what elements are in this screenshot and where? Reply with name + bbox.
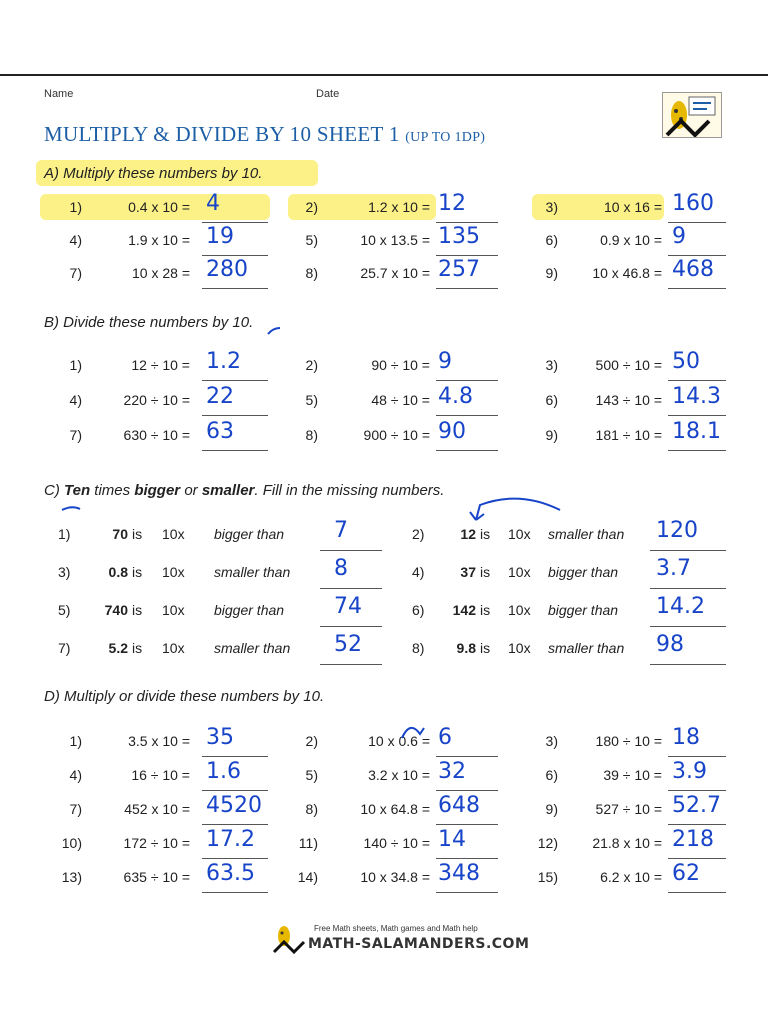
handwritten-answer: 4520 xyxy=(206,793,262,818)
item-expression: 527 ÷ 10 = xyxy=(595,801,662,817)
handwritten-answer: 4.8 xyxy=(438,384,473,409)
item-number: 7) xyxy=(69,801,82,817)
item-expression: 180 ÷ 10 = xyxy=(595,733,662,749)
handwritten-answer: 4 xyxy=(206,191,220,216)
c-heading-post: . Fill in the missing numbers. xyxy=(254,482,445,499)
handwritten-answer: 63 xyxy=(206,419,234,444)
item-number: 4) xyxy=(69,767,82,783)
item-expression: 3.5 x 10 = xyxy=(128,733,190,749)
item-times: 10x xyxy=(508,640,531,656)
item-expression: 10 x 46.8 = xyxy=(592,265,662,281)
item-number: 9) xyxy=(545,265,558,281)
item-number: 1) xyxy=(69,357,82,373)
item-phrase: bigger than xyxy=(214,602,285,618)
item-expression: 16 ÷ 10 = xyxy=(131,767,190,783)
item-is: is xyxy=(132,640,143,656)
item-phrase: bigger than xyxy=(548,564,619,580)
handwritten-answer: 160 xyxy=(672,191,714,216)
c-heading-times: times xyxy=(90,482,135,499)
handwritten-answer: 18.1 xyxy=(672,419,721,444)
handwritten-answer: 280 xyxy=(206,257,248,282)
date-label: Date xyxy=(316,88,340,100)
item-number: 8) xyxy=(305,265,318,281)
item-is: is xyxy=(480,640,491,656)
footer-tagline: Free Math sheets, Math games and Math help xyxy=(314,924,478,933)
footer-salamander-icon xyxy=(272,924,306,954)
item-number: 6) xyxy=(412,602,425,618)
item-number: 5) xyxy=(305,232,318,248)
item-number: 2) xyxy=(305,733,318,749)
handwritten-answer: 135 xyxy=(438,224,480,249)
item-number: 8) xyxy=(305,801,318,817)
item-number: 6) xyxy=(545,392,558,408)
handwritten-answer: 8 xyxy=(334,556,348,581)
item-times: 10x xyxy=(162,526,185,542)
item-number: 14) xyxy=(297,869,318,885)
handwritten-answer: 14.2 xyxy=(656,594,705,619)
handwritten-answer: 9 xyxy=(672,224,686,249)
c-heading-bigger: bigger xyxy=(134,482,181,499)
item-number: 3) xyxy=(545,199,558,215)
name-label: Name xyxy=(44,88,74,100)
item-value: 5.2 xyxy=(108,640,128,656)
item-expression: 21.8 x 10 = xyxy=(592,835,662,851)
item-expression: 10 x 0.6 = xyxy=(368,733,430,749)
item-expression: 143 ÷ 10 = xyxy=(595,392,662,408)
item-expression: 6.2 x 10 = xyxy=(600,869,662,885)
item-expression: 452 x 10 = xyxy=(124,801,190,817)
footer-brand: MATH-SALAMANDERS.COM xyxy=(308,936,530,952)
item-number: 7) xyxy=(69,427,82,443)
item-value: 740 xyxy=(104,602,128,618)
section-d-heading: D) Multiply or divide these numbers by 10. xyxy=(44,688,325,705)
item-number: 8) xyxy=(305,427,318,443)
item-number: 7) xyxy=(69,265,82,281)
handwritten-answer: 648 xyxy=(438,793,480,818)
item-phrase: smaller than xyxy=(214,564,291,580)
handwritten-answer: 6 xyxy=(438,725,452,750)
handwritten-answer: 218 xyxy=(672,827,714,852)
item-expression: 635 ÷ 10 = xyxy=(123,869,190,885)
item-expression: 10 x 13.5 = xyxy=(360,232,430,248)
item-number: 2) xyxy=(412,526,425,542)
handwritten-answer: 14.3 xyxy=(672,384,721,409)
c-heading-smaller: smaller xyxy=(201,482,255,499)
handwritten-answer: 98 xyxy=(656,632,684,657)
item-number: 7) xyxy=(58,640,71,656)
item-phrase: smaller than xyxy=(548,640,625,656)
item-is: is xyxy=(480,602,491,618)
title-main: MULTIPLY & DIVIDE BY 10 SHEET 1 xyxy=(44,122,400,146)
handwritten-answer: 7 xyxy=(334,518,348,543)
item-number: 13) xyxy=(61,869,82,885)
item-number: 11) xyxy=(298,835,318,851)
handwritten-answer: 52 xyxy=(334,632,362,657)
item-times: 10x xyxy=(508,564,531,580)
item-is: is xyxy=(132,564,143,580)
handwritten-answer: 14 xyxy=(438,827,466,852)
item-value: 37 xyxy=(460,564,476,580)
item-phrase: bigger than xyxy=(548,602,619,618)
item-value: 0.8 xyxy=(108,564,128,580)
item-expression: 220 ÷ 10 = xyxy=(123,392,190,408)
item-expression: 10 x 28 = xyxy=(132,265,190,281)
item-number: 12) xyxy=(537,835,558,851)
item-times: 10x xyxy=(162,640,185,656)
item-expression: 48 ÷ 10 = xyxy=(371,392,430,408)
item-number: 5) xyxy=(58,602,71,618)
handwritten-answer: 17.2 xyxy=(206,827,255,852)
handwritten-answer: 32 xyxy=(438,759,466,784)
item-is: is xyxy=(480,526,491,542)
handwritten-answer: 120 xyxy=(656,518,698,543)
handwritten-answer: 74 xyxy=(334,594,362,619)
item-number: 4) xyxy=(412,564,425,580)
handwritten-answer: 62 xyxy=(672,861,700,886)
item-expression: 10 x 16 = xyxy=(604,199,662,215)
item-expression: 90 ÷ 10 = xyxy=(371,357,430,373)
handwritten-answer: 9 xyxy=(438,349,452,374)
title-sub: (UP TO 1DP) xyxy=(405,130,486,145)
item-expression: 10 x 34.8 = xyxy=(360,869,430,885)
item-is: is xyxy=(132,602,143,618)
item-number: 6) xyxy=(545,767,558,783)
item-number: 1) xyxy=(69,199,82,215)
item-number: 4) xyxy=(69,232,82,248)
handwritten-answer: 19 xyxy=(206,224,234,249)
item-times: 10x xyxy=(508,602,531,618)
handwritten-answer: 18 xyxy=(672,725,700,750)
item-expression: 1.9 x 10 = xyxy=(128,232,190,248)
item-expression: 140 ÷ 10 = xyxy=(363,835,430,851)
item-number: 3) xyxy=(545,733,558,749)
item-number: 9) xyxy=(545,427,558,443)
item-expression: 900 ÷ 10 = xyxy=(363,427,430,443)
item-number: 15) xyxy=(537,869,558,885)
item-number: 1) xyxy=(58,526,71,542)
item-number: 9) xyxy=(545,801,558,817)
handwritten-answer: 1.6 xyxy=(206,759,241,784)
handwritten-answer: 52.7 xyxy=(672,793,721,818)
item-times: 10x xyxy=(162,564,185,580)
item-number: 8) xyxy=(412,640,425,656)
item-number: 5) xyxy=(305,767,318,783)
handwritten-answer: 1.2 xyxy=(206,349,241,374)
item-number: 1) xyxy=(69,733,82,749)
item-value: 9.8 xyxy=(456,640,476,656)
c-heading-ten: Ten xyxy=(64,482,91,499)
item-is: is xyxy=(132,526,143,542)
item-number: 5) xyxy=(305,392,318,408)
c-heading-pre: C) xyxy=(44,482,64,499)
item-phrase: smaller than xyxy=(548,526,625,542)
handwritten-answer: 35 xyxy=(206,725,234,750)
handwritten-answer: 257 xyxy=(438,257,480,282)
item-value: 70 xyxy=(112,526,128,542)
item-expression: 12 ÷ 10 = xyxy=(131,357,190,373)
item-times: 10x xyxy=(508,526,531,542)
item-is: is xyxy=(480,564,491,580)
item-expression: 0.4 x 10 = xyxy=(128,199,190,215)
section-a-heading: A) Multiply these numbers by 10. xyxy=(44,165,263,182)
handwritten-answer: 468 xyxy=(672,257,714,282)
item-expression: 172 ÷ 10 = xyxy=(123,835,190,851)
item-expression: 500 ÷ 10 = xyxy=(595,357,662,373)
item-number: 3) xyxy=(545,357,558,373)
handwritten-answer: 50 xyxy=(672,349,700,374)
item-times: 10x xyxy=(162,602,185,618)
handwritten-answer: 348 xyxy=(438,861,480,886)
item-expression: 39 ÷ 10 = xyxy=(603,767,662,783)
item-phrase: bigger than xyxy=(214,526,285,542)
handwritten-answer: 90 xyxy=(438,419,466,444)
item-expression: 630 ÷ 10 = xyxy=(123,427,190,443)
c-heading-or: or xyxy=(180,482,202,499)
item-expression: 1.2 x 10 = xyxy=(368,199,430,215)
section-b-heading: B) Divide these numbers by 10. xyxy=(44,314,254,331)
item-expression: 0.9 x 10 = xyxy=(600,232,662,248)
item-number: 4) xyxy=(69,392,82,408)
item-expression: 3.2 x 10 = xyxy=(368,767,430,783)
footer-logo xyxy=(272,922,530,958)
item-number: 10) xyxy=(61,835,82,851)
handwritten-answer: 3.9 xyxy=(672,759,707,784)
handwritten-answer: 22 xyxy=(206,384,234,409)
item-number: 3) xyxy=(58,564,71,580)
item-number: 2) xyxy=(305,199,318,215)
item-number: 2) xyxy=(305,357,318,373)
item-value: 12 xyxy=(460,526,476,542)
item-expression: 10 x 64.8 = xyxy=(360,801,430,817)
item-expression: 25.7 x 10 = xyxy=(360,265,430,281)
item-phrase: smaller than xyxy=(214,640,291,656)
item-value: 142 xyxy=(452,602,476,618)
handwritten-answer: 12 xyxy=(438,191,466,216)
item-expression: 181 ÷ 10 = xyxy=(595,427,662,443)
item-number: 6) xyxy=(545,232,558,248)
handwritten-answer: 3.7 xyxy=(656,556,691,581)
handwritten-answer: 63.5 xyxy=(206,861,255,886)
